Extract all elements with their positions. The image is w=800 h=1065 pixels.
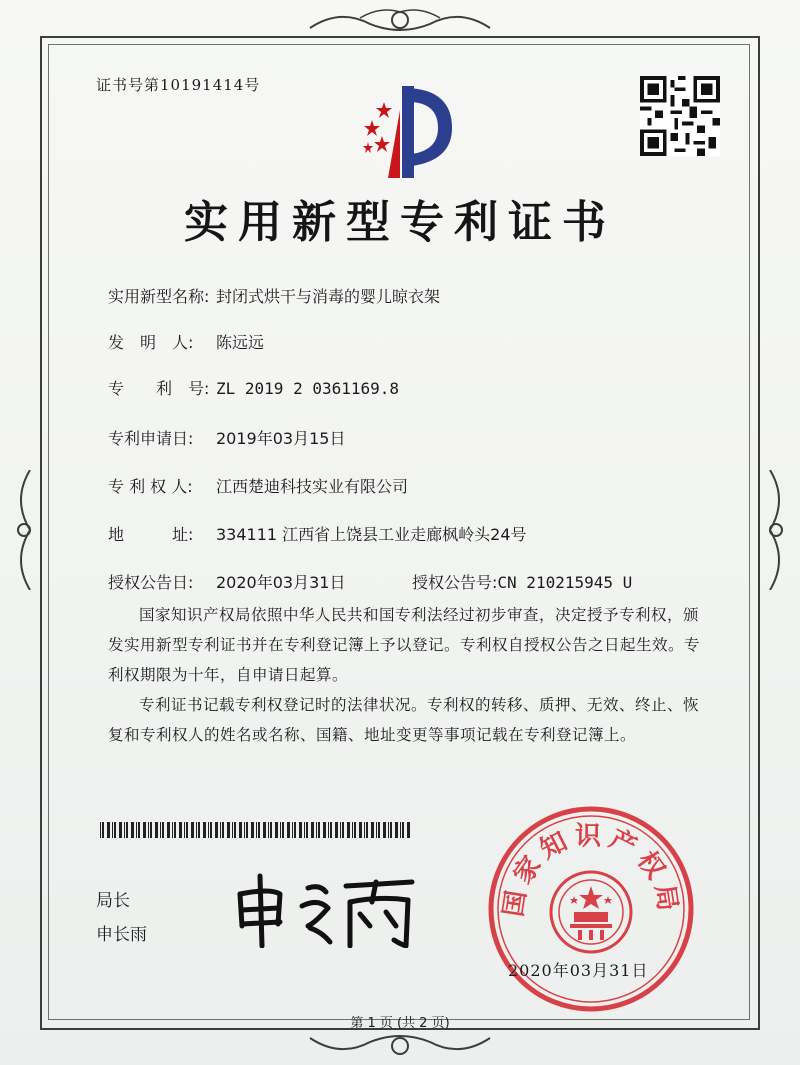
director-signature xyxy=(230,866,420,948)
field-value: 2020年03月31日 xyxy=(216,573,346,592)
field-label: 发 明 人: xyxy=(108,333,194,352)
field-grant-date xyxy=(108,570,345,593)
field-inventor xyxy=(108,330,264,353)
field-value: CN 210215945 U xyxy=(497,573,633,592)
field-filing-date xyxy=(108,426,345,449)
field-grant-number xyxy=(412,570,632,593)
right-ornament-icon xyxy=(762,470,790,590)
field-label: 专 利 号: xyxy=(108,379,210,398)
field-value: 江西楚迪科技实业有限公司 xyxy=(216,477,409,496)
statement-paragraph-1: 国家知识产权局依照中华人民共和国专利法经过初步审查，决定授予专利权，颁发实用新型专利证书并在专利登记簿上予以登记。专利权自授权公告之日起生效。专利权期限为十年，自申请日起算。 xyxy=(108,606,701,684)
svg-text:国家知识产权局: 国家知识产权局 xyxy=(498,821,684,919)
field-value: 2019年03月15日 xyxy=(216,429,346,448)
field-label: 实用新型名称: xyxy=(108,287,210,306)
top-ornament-icon xyxy=(300,6,500,36)
left-ornament-icon xyxy=(10,470,38,590)
field-address xyxy=(108,522,527,545)
field-value: ZL 2019 2 0361169.8 xyxy=(216,379,400,398)
field-value: 334111 江西省上饶县工业走廊枫岭头24号 xyxy=(216,525,527,544)
certificate-title: 实用新型专利证书 xyxy=(184,197,616,248)
bottom-ornament-icon xyxy=(300,1030,500,1060)
certificate-number: 证书号第10191414号 xyxy=(96,76,261,94)
field-utility-model-name xyxy=(108,284,440,307)
field-label: 授权公告号: xyxy=(412,573,498,592)
field-label: 授权公告日: xyxy=(108,573,194,592)
field-value: 封闭式烘干与消毒的婴儿晾衣架 xyxy=(216,287,441,306)
field-label: 专 利 权 人: xyxy=(108,477,193,496)
barcode-icon xyxy=(100,822,410,838)
page-number: 第 1 页 (共 2 页) xyxy=(350,1016,450,1031)
statement-paragraph-2: 专利证书记载专利权登记时的法律状况。专利权的转移、质押、无效、终止、恢复和专利权人的姓名或名称、国籍、地址变更等事项记载在专利登记簿上。 xyxy=(108,696,700,744)
director-title: 局长 xyxy=(96,891,130,911)
field-patent-number xyxy=(108,376,399,399)
field-label: 地 址: xyxy=(108,525,194,544)
field-value: 陈远远 xyxy=(216,333,265,352)
patent-office-logo-icon xyxy=(352,80,470,180)
seal-date: 2020年03月31日 xyxy=(508,961,649,980)
qr-code-icon xyxy=(640,76,720,156)
field-patentee xyxy=(108,474,408,497)
field-label: 专利申请日: xyxy=(108,429,194,448)
director-name: 申长雨 xyxy=(96,925,147,945)
official-seal xyxy=(486,804,696,1014)
